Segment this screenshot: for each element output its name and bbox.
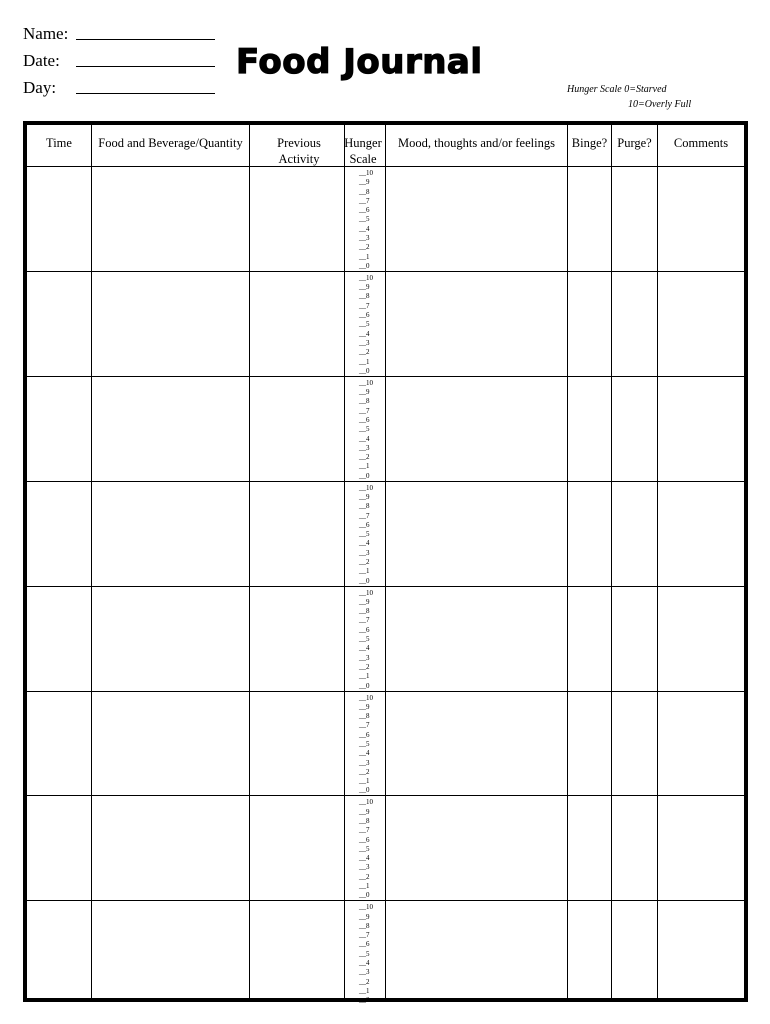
hunger-scale-option[interactable]: __2 <box>359 662 370 671</box>
column-header-food: Food and Beverage/Quantity <box>98 136 243 150</box>
cell-food[interactable] <box>92 587 249 691</box>
hunger-scale-option[interactable]: __10 <box>359 798 373 807</box>
hunger-scale-note-line2: 10=Overly Full <box>628 99 692 110</box>
hunger-scale-option[interactable]: __7 <box>359 511 370 520</box>
hunger-scale-option[interactable]: __2 <box>359 348 370 357</box>
hunger-scale-option[interactable]: __0 <box>359 891 370 900</box>
hunger-scale-option[interactable]: __2 <box>359 872 370 881</box>
hunger-scale-option[interactable]: __2 <box>359 243 370 252</box>
cell-time[interactable] <box>27 587 91 691</box>
hunger-scale-list <box>345 694 389 796</box>
hunger-scale-option[interactable]: __6 <box>359 206 370 215</box>
cell-time[interactable] <box>27 482 91 586</box>
hunger-scale-option[interactable]: __1 <box>359 672 370 681</box>
hunger-scale-option[interactable]: __9 <box>359 492 370 501</box>
hunger-scale-option[interactable]: __2 <box>359 453 370 462</box>
cell-food[interactable] <box>92 377 249 481</box>
hunger-scale-option[interactable]: __3 <box>359 338 370 347</box>
hunger-scale-option[interactable]: __0 <box>359 366 370 375</box>
hunger-scale-option[interactable]: __9 <box>359 702 370 711</box>
hunger-scale-option[interactable]: __6 <box>359 940 370 949</box>
hunger-scale-list <box>345 484 389 586</box>
hunger-scale-option[interactable]: __3 <box>359 653 370 662</box>
cell-time[interactable] <box>27 901 91 1005</box>
hunger-scale-note-line1: Hunger Scale 0=Starved <box>567 84 667 95</box>
hunger-scale-option[interactable]: __3 <box>359 548 370 557</box>
hunger-scale-option[interactable]: __6 <box>359 730 370 739</box>
cell-purge[interactable] <box>612 796 657 900</box>
cell-binge[interactable] <box>568 587 611 691</box>
hunger-scale-option[interactable]: __9 <box>359 912 370 921</box>
hunger-scale-option[interactable]: __5 <box>359 844 370 853</box>
day-field[interactable] <box>76 93 215 94</box>
cell-food[interactable] <box>92 692 249 796</box>
hunger-scale-option[interactable]: __10 <box>359 378 373 387</box>
cell-food[interactable] <box>92 167 249 271</box>
hunger-scale-option[interactable]: __4 <box>359 854 370 863</box>
cell-mood[interactable] <box>386 901 567 1005</box>
hunger-scale-option[interactable]: __10 <box>359 483 373 492</box>
cell-previous-activity[interactable] <box>250 377 344 481</box>
column-header-hunger-scale: Hunger Scale <box>344 136 382 166</box>
hunger-scale-option[interactable]: __8 <box>359 921 370 930</box>
cell-previous-activity[interactable] <box>250 587 344 691</box>
hunger-scale-option[interactable]: __10 <box>359 169 373 177</box>
cell-mood[interactable] <box>386 272 567 376</box>
cell-time[interactable] <box>27 272 91 376</box>
cell-mood[interactable] <box>386 587 567 691</box>
hunger-scale-option[interactable]: __9 <box>359 388 370 397</box>
hunger-scale-option[interactable]: __9 <box>359 178 370 187</box>
cell-comments[interactable] <box>658 901 743 1005</box>
hunger-scale-option[interactable]: __7 <box>359 931 370 940</box>
cell-purge[interactable] <box>612 482 657 586</box>
hunger-scale-option[interactable]: __8 <box>359 187 370 196</box>
hunger-scale-option[interactable]: __7 <box>359 721 370 730</box>
hunger-scale-option[interactable]: __8 <box>359 607 370 616</box>
cell-purge[interactable] <box>612 167 657 271</box>
cell-purge[interactable] <box>612 901 657 1005</box>
hunger-scale-option[interactable]: __6 <box>359 625 370 634</box>
hunger-scale-option[interactable]: __7 <box>359 406 370 415</box>
hunger-scale-option[interactable]: __1 <box>359 567 370 576</box>
column-header-purge: Purge? <box>617 136 652 150</box>
hunger-scale-option[interactable]: __4 <box>359 644 370 653</box>
hunger-scale-option[interactable]: __0 <box>359 261 370 270</box>
hunger-scale-option[interactable]: __5 <box>359 635 370 644</box>
hunger-scale-option[interactable]: __8 <box>359 502 370 511</box>
hunger-scale-option[interactable]: __5 <box>359 530 370 539</box>
hunger-scale-option[interactable]: __10 <box>359 273 373 282</box>
cell-previous-activity[interactable] <box>250 901 344 1005</box>
hunger-scale-option[interactable]: __5 <box>359 425 370 434</box>
hunger-scale-option[interactable]: __10 <box>359 588 373 597</box>
hunger-scale-option[interactable]: __2 <box>359 977 370 986</box>
cell-binge[interactable] <box>568 796 611 900</box>
hunger-scale-option[interactable]: __3 <box>359 234 370 243</box>
cell-food[interactable] <box>92 796 249 900</box>
hunger-scale-option[interactable]: __1 <box>359 777 370 786</box>
hunger-scale-option[interactable]: __6 <box>359 415 370 424</box>
cell-previous-activity[interactable] <box>250 272 344 376</box>
column-header-comments: Comments <box>673 136 729 150</box>
hunger-scale-option[interactable]: __3 <box>359 863 370 872</box>
hunger-scale-option[interactable]: __6 <box>359 520 370 529</box>
hunger-scale-option[interactable]: __0 <box>359 786 370 795</box>
hunger-scale-option[interactable]: __0 <box>359 996 370 1005</box>
column-header-time: Time <box>46 136 72 150</box>
cell-comments[interactable] <box>658 587 743 691</box>
hunger-scale-option[interactable]: __4 <box>359 959 370 968</box>
hunger-scale-option[interactable]: __6 <box>359 835 370 844</box>
hunger-scale-option[interactable]: __0 <box>359 471 370 480</box>
hunger-scale-option[interactable]: __7 <box>359 826 370 835</box>
cell-binge[interactable] <box>568 167 611 271</box>
hunger-scale-option[interactable]: __3 <box>359 758 370 767</box>
hunger-scale-option[interactable]: __8 <box>359 712 370 721</box>
name-label: Name: <box>23 24 69 43</box>
hunger-scale-option[interactable]: __5 <box>359 949 370 958</box>
cell-time[interactable] <box>27 692 91 796</box>
hunger-scale-option[interactable]: __10 <box>359 903 373 912</box>
hunger-scale-option[interactable]: __4 <box>359 434 370 443</box>
cell-comments[interactable] <box>658 377 743 481</box>
cell-comments[interactable] <box>658 796 743 900</box>
cell-binge[interactable] <box>568 482 611 586</box>
cell-purge[interactable] <box>612 272 657 376</box>
column-header-previous-activity: Previous Activity <box>277 136 321 166</box>
hunger-scale-option[interactable]: __8 <box>359 816 370 825</box>
hunger-scale-option[interactable]: __9 <box>359 283 370 292</box>
cell-purge[interactable] <box>612 692 657 796</box>
date-label: Date: <box>23 51 60 70</box>
hunger-scale-option[interactable]: __1 <box>359 986 370 995</box>
hunger-scale-option[interactable]: __9 <box>359 597 370 606</box>
cell-comments[interactable] <box>658 167 743 271</box>
hunger-scale-list <box>345 274 389 376</box>
cell-comments[interactable] <box>658 692 743 796</box>
cell-binge[interactable] <box>568 692 611 796</box>
cell-comments[interactable] <box>658 272 743 376</box>
hunger-scale-option[interactable]: __4 <box>359 539 370 548</box>
cell-binge[interactable] <box>568 377 611 481</box>
hunger-scale-option[interactable]: __4 <box>359 224 370 233</box>
hunger-scale-option[interactable]: __4 <box>359 749 370 758</box>
cell-mood[interactable] <box>386 482 567 586</box>
hunger-scale-option[interactable]: __2 <box>359 558 370 567</box>
cell-previous-activity[interactable] <box>250 482 344 586</box>
day-label: Day: <box>23 78 57 97</box>
cell-food[interactable] <box>92 901 249 1005</box>
hunger-scale-list <box>345 379 389 481</box>
hunger-scale-option[interactable]: __3 <box>359 443 370 452</box>
date-field[interactable] <box>76 66 215 67</box>
hunger-scale-option[interactable]: __7 <box>359 196 370 205</box>
cell-binge[interactable] <box>568 901 611 1005</box>
hunger-scale-option[interactable]: __0 <box>359 681 370 690</box>
hunger-scale-option[interactable]: __10 <box>359 693 373 702</box>
name-field[interactable] <box>76 39 215 40</box>
cell-previous-activity[interactable] <box>250 167 344 271</box>
hunger-scale-option[interactable]: __7 <box>359 301 370 310</box>
cell-mood[interactable] <box>386 692 567 796</box>
cell-purge[interactable] <box>612 587 657 691</box>
hunger-scale-option[interactable]: __7 <box>359 616 370 625</box>
cell-food[interactable] <box>92 482 249 586</box>
hunger-scale-option[interactable]: __1 <box>359 882 370 891</box>
cell-comments[interactable] <box>658 482 743 586</box>
hunger-scale-option[interactable]: __9 <box>359 807 370 816</box>
cell-time[interactable] <box>27 796 91 900</box>
column-header-binge: Binge? <box>571 136 608 150</box>
hunger-scale-option[interactable]: __1 <box>359 357 370 366</box>
hunger-scale-option[interactable]: __1 <box>359 252 370 261</box>
hunger-scale-option[interactable]: __5 <box>359 739 370 748</box>
cell-previous-activity[interactable] <box>250 796 344 900</box>
journal-table <box>23 121 748 1005</box>
cell-mood[interactable] <box>386 377 567 481</box>
cell-previous-activity[interactable] <box>250 692 344 796</box>
cell-food[interactable] <box>92 272 249 376</box>
hunger-scale-list <box>345 903 389 1005</box>
hunger-scale-list <box>345 798 389 900</box>
hunger-scale-option[interactable]: __5 <box>359 320 370 329</box>
cell-purge[interactable] <box>612 377 657 481</box>
hunger-scale-option[interactable]: __1 <box>359 462 370 471</box>
cell-mood[interactable] <box>386 796 567 900</box>
hunger-scale-option[interactable]: __8 <box>359 397 370 406</box>
hunger-scale-list <box>345 589 389 691</box>
cell-time[interactable] <box>27 377 91 481</box>
cell-time[interactable] <box>27 167 91 271</box>
hunger-scale-option[interactable]: __5 <box>359 215 370 224</box>
hunger-scale-option[interactable]: __2 <box>359 767 370 776</box>
hunger-scale-option[interactable]: __4 <box>359 329 370 338</box>
page-title: Food Journal <box>236 42 483 82</box>
column-header-mood: Mood, thoughts and/or feelings <box>398 136 555 150</box>
hunger-scale-option[interactable]: __6 <box>359 311 370 320</box>
cell-binge[interactable] <box>568 272 611 376</box>
hunger-scale-option[interactable]: __3 <box>359 968 370 977</box>
hunger-scale-option[interactable]: __8 <box>359 292 370 301</box>
cell-mood[interactable] <box>386 167 567 271</box>
hunger-scale-list <box>345 169 389 271</box>
hunger-scale-option[interactable]: __0 <box>359 576 370 585</box>
